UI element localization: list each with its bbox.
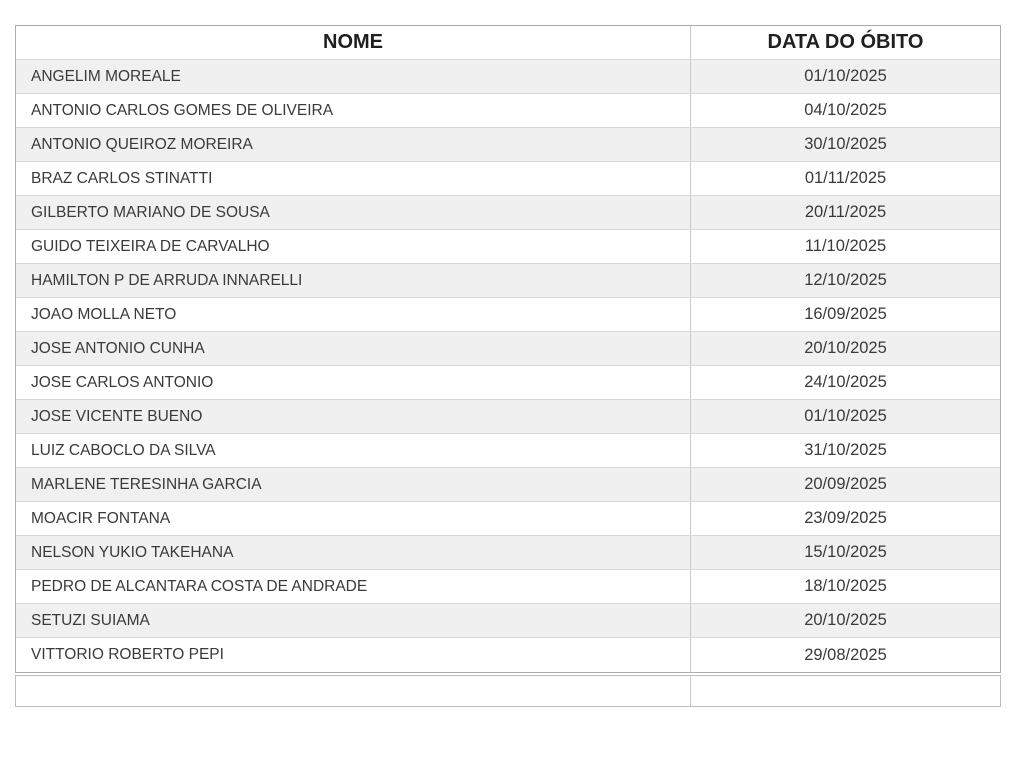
name-cell: BRAZ CARLOS STINATTI: [16, 162, 691, 195]
name-cell: GUIDO TEIXEIRA DE CARVALHO: [16, 230, 691, 263]
table-row: [16, 502, 1000, 536]
name-cell: JOSE CARLOS ANTONIO: [16, 366, 691, 399]
table-row: [16, 400, 1000, 434]
name-cell: JOSE VICENTE BUENO: [16, 400, 691, 433]
table-row: [16, 536, 1000, 570]
name-cell: ANTONIO CARLOS GOMES DE OLIVEIRA: [16, 94, 691, 127]
date-cell: 20/10/2025: [804, 611, 887, 629]
table-row: [16, 264, 1000, 298]
date-cell: 01/10/2025: [804, 407, 887, 425]
empty-name-cell: [16, 676, 691, 706]
table-row: [16, 94, 1000, 128]
date-cell: 15/10/2025: [804, 543, 887, 561]
date-cell: 29/08/2025: [804, 645, 887, 664]
table-row: [16, 230, 1000, 264]
date-cell: 23/09/2025: [804, 509, 887, 527]
table-row: [16, 162, 1000, 196]
column-header-nome: NOME: [16, 26, 691, 59]
date-cell: 18/10/2025: [804, 577, 887, 595]
table-row: [16, 604, 1000, 638]
date-cell: 11/10/2025: [804, 237, 887, 255]
table-row: [16, 60, 1000, 94]
date-cell: 04/10/2025: [804, 101, 887, 119]
empty-date-cell: [691, 676, 1000, 706]
date-cell: 01/11/2025: [804, 169, 887, 187]
name-cell: MARLENE TERESINHA GARCIA: [16, 468, 691, 501]
table-row: [16, 332, 1000, 366]
table-row: [16, 468, 1000, 502]
date-cell: 12/10/2025: [804, 271, 887, 289]
name-cell: ANGELIM MOREALE: [16, 60, 691, 93]
name-cell: VITTORIO ROBERTO PEPI: [16, 638, 691, 672]
date-cell: 20/11/2025: [804, 203, 887, 221]
table-row: [16, 196, 1000, 230]
column-header-data-do-obito: DATA DO ÓBITO: [767, 31, 924, 53]
table-row: [16, 434, 1000, 468]
name-cell: JOAO MOLLA NETO: [16, 298, 691, 331]
date-cell: 20/09/2025: [804, 475, 887, 493]
name-cell: GILBERTO MARIANO DE SOUSA: [16, 196, 691, 229]
name-cell: LUIZ CABOCLO DA SILVA: [16, 434, 691, 467]
date-cell: 01/10/2025: [804, 67, 887, 85]
table-body: [16, 60, 1000, 672]
name-cell: HAMILTON P DE ARRUDA INNARELLI: [16, 264, 691, 297]
date-cell: 30/10/2025: [804, 135, 887, 153]
name-cell: ANTONIO QUEIROZ MOREIRA: [16, 128, 691, 161]
name-cell: PEDRO DE ALCANTARA COSTA DE ANDRADE: [16, 570, 691, 603]
date-cell: 16/09/2025: [804, 305, 887, 323]
obituary-table: [15, 25, 1001, 673]
table-row: [16, 570, 1000, 604]
table-row: [16, 366, 1000, 400]
table-row: [16, 638, 1000, 672]
empty-row: [15, 675, 1001, 707]
date-cell: 31/10/2025: [804, 441, 887, 459]
name-cell: SETUZI SUIAMA: [16, 604, 691, 637]
name-cell: JOSE ANTONIO CUNHA: [16, 332, 691, 365]
date-cell: 24/10/2025: [804, 373, 887, 391]
table-header-row: [16, 26, 1000, 60]
table-row: [16, 298, 1000, 332]
date-cell: 20/10/2025: [804, 339, 887, 357]
name-cell: NELSON YUKIO TAKEHANA: [16, 536, 691, 569]
name-cell: MOACIR FONTANA: [16, 502, 691, 535]
table-row: [16, 128, 1000, 162]
